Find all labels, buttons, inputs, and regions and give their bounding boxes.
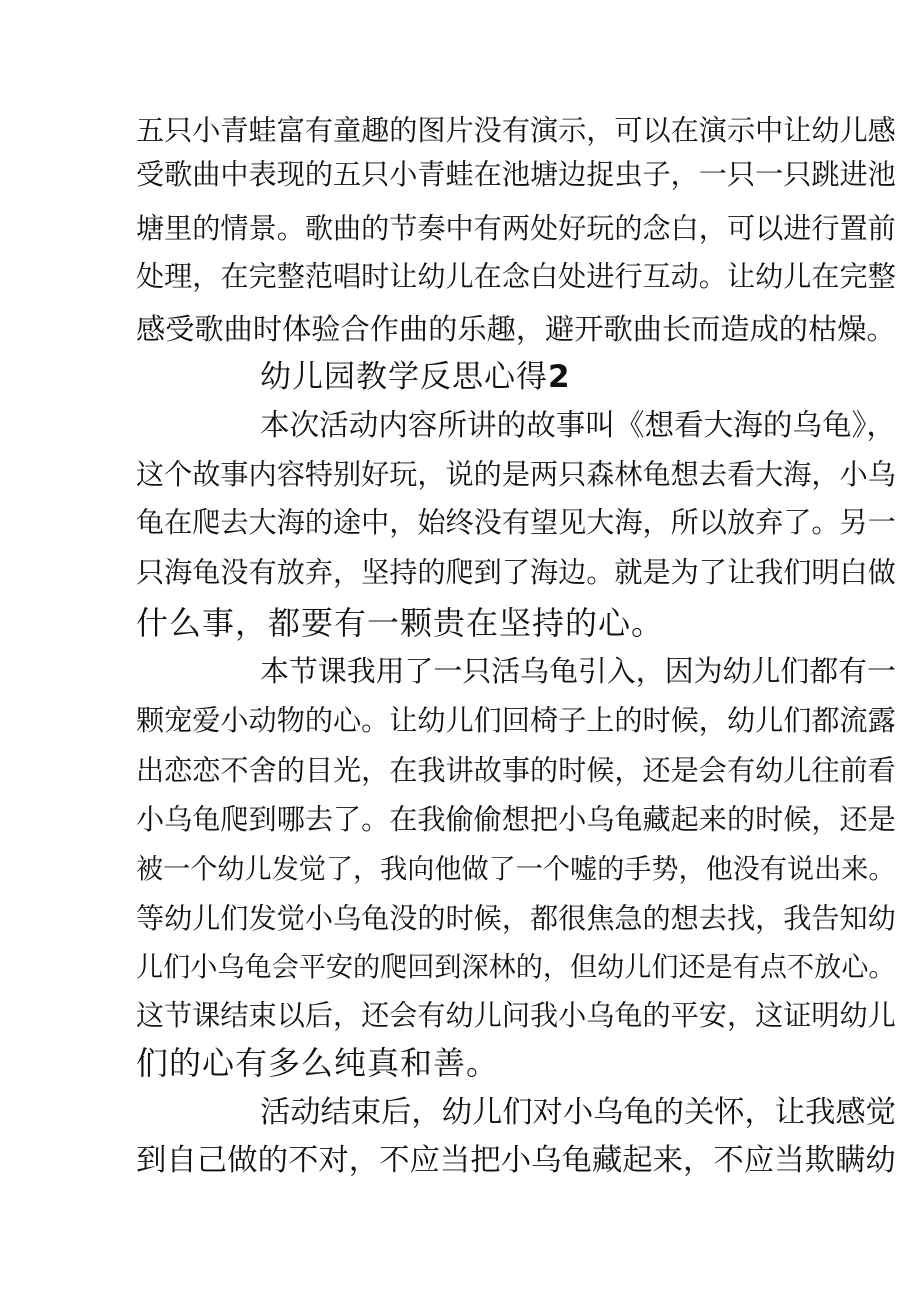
paragraph-3-line-8: 这节课结束以后，还会有幼儿问我小乌龟的平安，这证明幼儿 xyxy=(136,999,896,1032)
paragraph-3-line-3: 出恋恋不舍的目光，在我讲故事的时候，还是会有幼儿往前看 xyxy=(136,754,896,787)
paragraph-4-line-1: 活动结束后，幼儿们对小乌龟的关怀，让我感觉 xyxy=(260,1095,896,1130)
paragraph-3-line-2: 颗宠爱小动物的心。让幼儿们回椅子上的时候，幼儿们都流露 xyxy=(136,704,896,737)
paragraph-2-line-4: 只海龟没有放弃，坚持的爬到了海边。就是为了让我们明白做 xyxy=(136,556,896,589)
paragraph-3-line-9: 们的心有多么纯真和善。 xyxy=(136,1044,500,1082)
paragraph-3-line-7: 儿们小乌龟会平安的爬回到深林的，但幼儿们还是有点不放心。 xyxy=(136,952,896,983)
heading-number: 2 xyxy=(548,359,571,395)
paragraph-3-line-6: 等幼儿们发觉小乌龟没的时候，都很焦急的想去找，我告知幼 xyxy=(136,902,896,935)
heading-text: 幼儿园教学反思心得 xyxy=(260,359,548,395)
paragraph-1-line-3: 塘里的情景。歌曲的节奏中有两处好玩的念白，可以进行置前 xyxy=(136,212,896,245)
paragraph-1-line-4: 处理，在完整范唱时让幼儿在念白处进行互动。让幼儿在完整 xyxy=(136,260,896,293)
paragraph-2-line-5: 什么事，都要有一颗贵在坚持的心。 xyxy=(136,604,665,642)
paragraph-4-line-2: 到自己做的不对，不应当把小乌龟藏起来，不应当欺瞒幼 xyxy=(136,1143,896,1178)
paragraph-1-line-1: 五只小青蛙富有童趣的图片没有演示，可以在演示中让幼儿感 xyxy=(136,114,896,147)
paragraph-2-line-1: 本次活动内容所讲的故事叫《想看大海的乌龟》， xyxy=(260,408,896,442)
paragraph-3-line-5: 被一个幼儿发觉了，我向他做了一个嘘的手势，他没有说出来。 xyxy=(136,854,896,885)
section-heading xyxy=(260,357,571,397)
paragraph-2-line-2: 这个故事内容特别好玩，说的是两只森林龟想去看大海，小乌 xyxy=(136,458,896,491)
paragraph-1-line-5: 感受歌曲时体验合作曲的乐趣，避开歌曲长而造成的枯燥。 xyxy=(136,312,896,346)
paragraph-3-line-4: 小乌龟爬到哪去了。在我偷偷想把小乌龟藏起来的时候，还是 xyxy=(136,803,896,836)
paragraph-2-line-3: 龟在爬去大海的途中，始终没有望见大海，所以放弃了。另一 xyxy=(136,506,896,539)
paragraph-1-line-2: 受歌曲中表现的五只小青蛙在池塘边捉虫子，一只一只跳进池 xyxy=(136,158,896,191)
paragraph-3-line-1: 本节课我用了一只活乌龟引入，因为幼儿们都有一 xyxy=(260,654,896,688)
